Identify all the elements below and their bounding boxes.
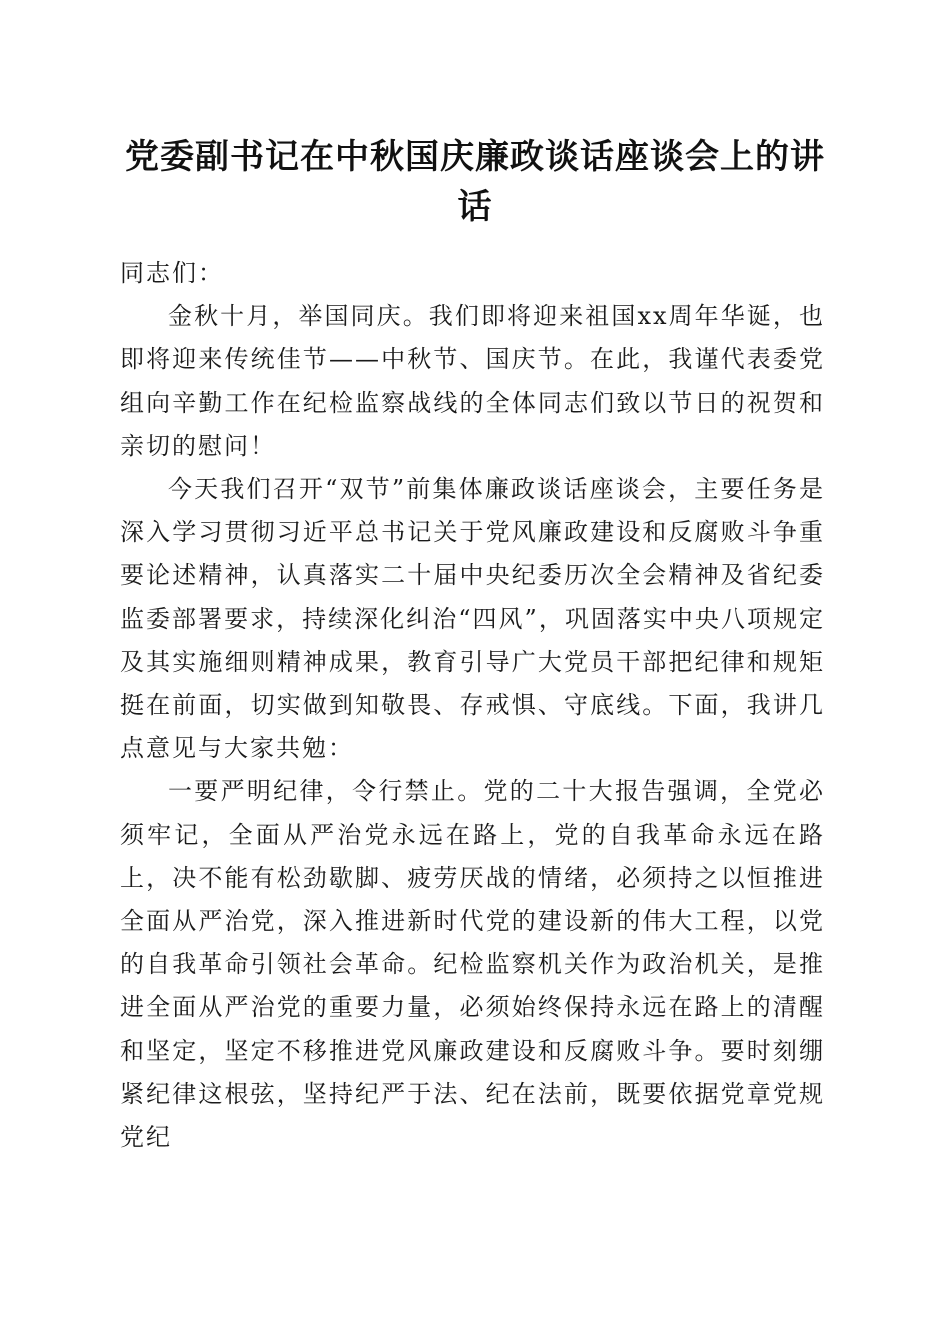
paragraph-meeting-purpose: 今天我们召开“双节”前集体廉政谈话座谈会，主要任务是深入学习贯彻习近平总书记关于党风廉政建设和反腐败斗争重要论述精神，认真落实二十届中央纪委历次全会精神及省纪委监委部署要求，持续深化纠治“四风”，巩固落实中央八项规定及其实施细则精神成果，教育引导广大党员干部把纪律和规矩挺在前面，切实做到知敬畏、存戒惧、守底线。下面，我讲几点意见与大家共勉： [120, 475, 825, 763]
salutation: 同志们： [120, 259, 224, 287]
paragraph-point-one: 一要严明纪律，令行禁止。党的二十大报告强调，全党必须牢记，全面从严治党永远在路上，党的自我革命永远在路上，决不能有松劲歇脚、疲劳厌战的情绪，必须持之以恒推进全面从严治党，深入推进新时代党的建设新的伟大工程，以党的自我革命引领社会革命。纪检监察机关作为政治机关，是推进全面从严治党的重要力量，必须始终保持永远在路上的清醒和坚定，坚定不移推进党风廉政建设和反腐败斗争。要时刻绷紧纪律这根弦，坚持纪严于法、纪在法前，既要依据党章党规党纪 [120, 777, 825, 1152]
paragraph-greeting: 金秋十月，举国同庆。我们即将迎来祖国xx周年华诞，也即将迎来传统佳节——中秋节、国庆节。在此，我谨代表委党组向辛勤工作在纪检监察战线的全体同志们致以节日的祝贺和亲切的慰问！ [120, 302, 825, 460]
document-title: 党委副书记在中秋国庆廉政谈话座谈会上的讲话 [125, 137, 825, 227]
document-body [120, 252, 825, 1159]
